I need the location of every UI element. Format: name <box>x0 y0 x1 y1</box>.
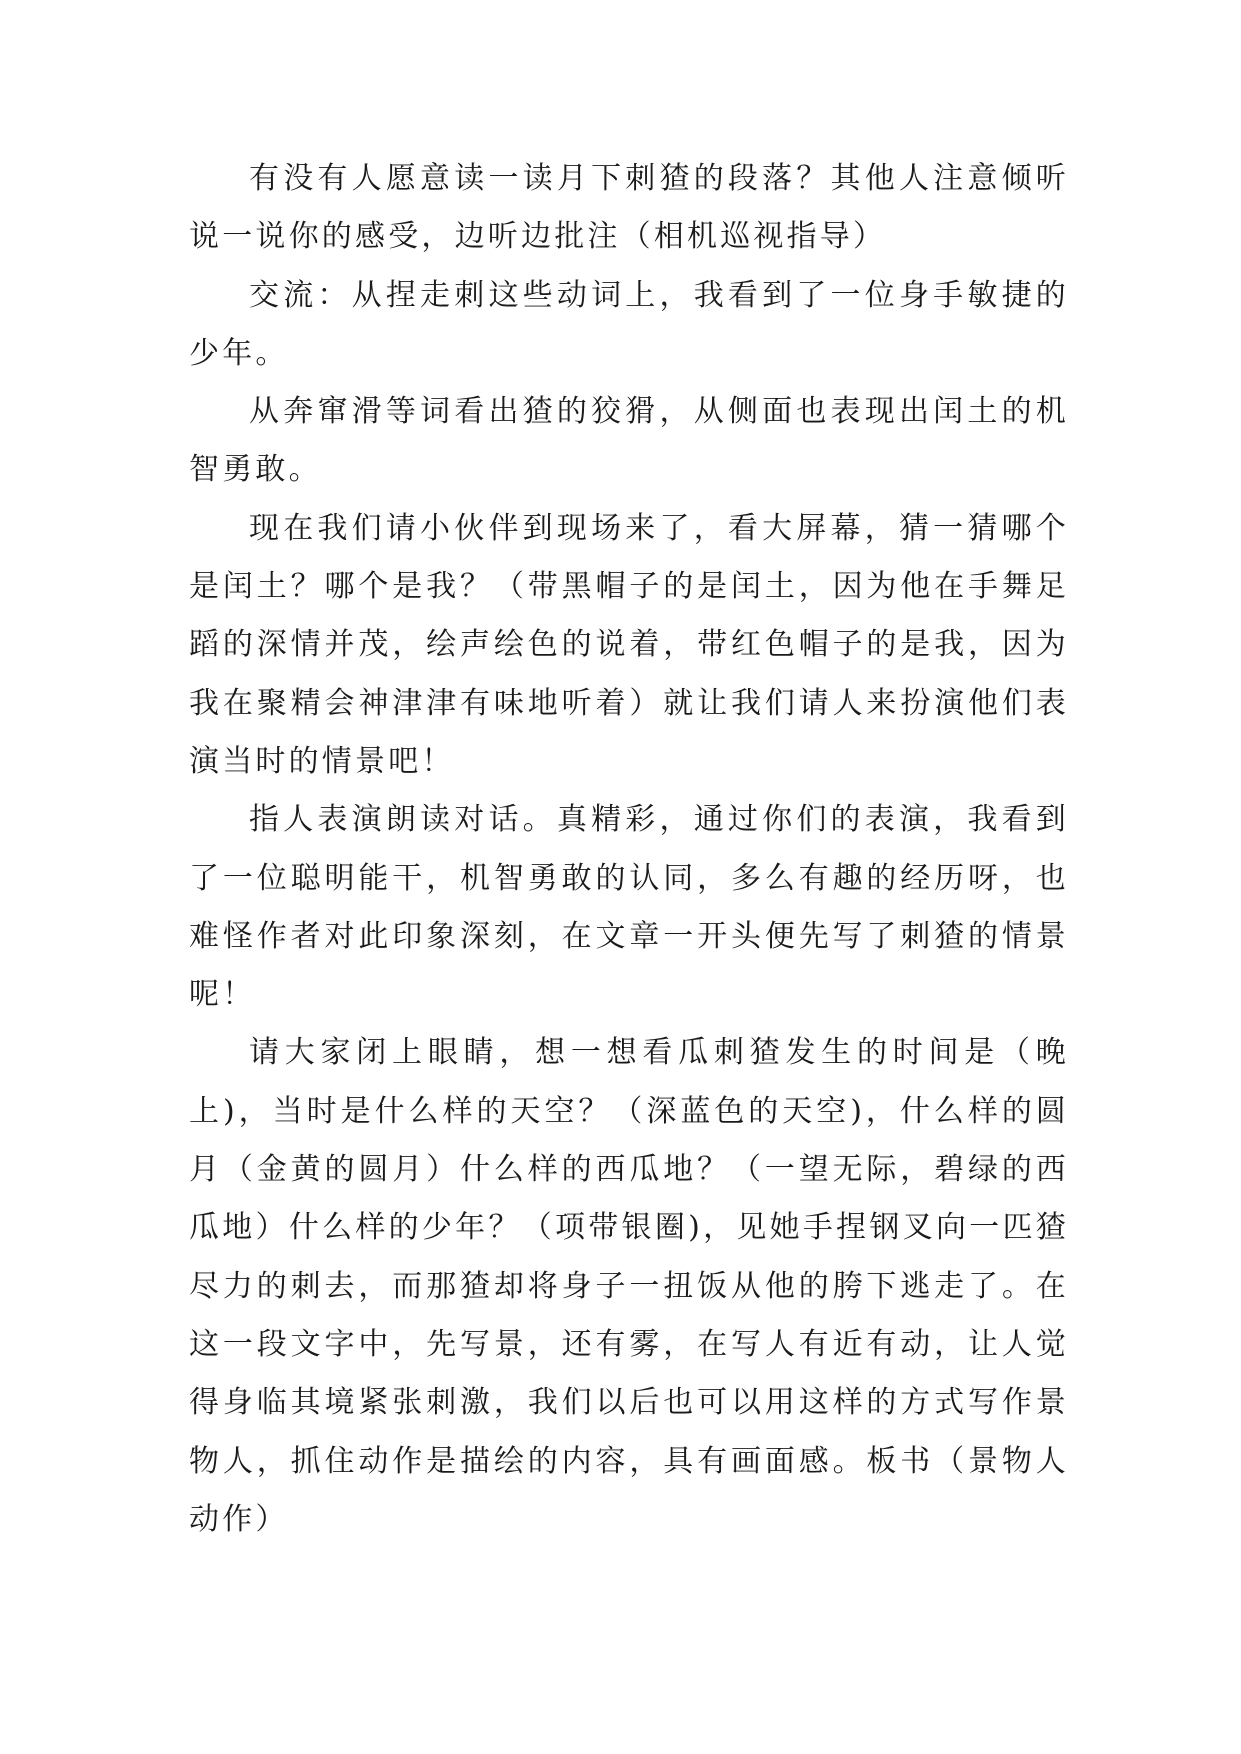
paragraph: 从奔窜滑等词看出猹的狡猾，从侧面也表现出闰土的机智勇敢。 <box>189 394 1069 488</box>
paragraph: 有没有人愿意读一读月下刺猹的段落？其他人注意倾听说一说你的感受，边听边批注（相机巡视指导） <box>189 161 1069 255</box>
document-page <box>189 150 1069 1549</box>
paragraph: 现在我们请小伙伴到现场来了，看大屏幕，猜一猜哪个是闰土？哪个是我？（带黑帽子的是闰土，因为他在手舞足蹈的深情并茂，绘声绘色的说着，带红色帽子的是我，因为我在聚精会神津津有味地听着）就让我们请人来扮演他们表演当时的情景吧！ <box>189 510 1069 779</box>
paragraph: 指人表演朗读对话。真精彩，通过你们的表演，我看到了一位聪明能干，机智勇敢的认同，多么有趣的经历呀，也难怪作者对此印象深刻，在文章一开头便先写了刺猹的情景呢！ <box>189 802 1069 1013</box>
paragraph: 交流：从捏走刺这些动词上，我看到了一位身手敏捷的少年。 <box>189 277 1069 371</box>
paragraph: 请大家闭上眼睛，想一想看瓜刺猹发生的时间是（晚上)，当时是什么样的天空？（深蓝色的天空)，什么样的圆月（金黄的圆月）什么样的西瓜地？（一望无际，碧绿的西瓜地）什么样的少年？（项带银圈)，见她手捏钢叉向一匹猹尽力的刺去，而那猹却将身子一扭饭从他的胯下逃走了。在这一段文字中，先写景，还有雾，在写人有近有动，让人觉得身临其境紧张刺激，我们以后也可以用这样的方式写作景物人，抓住动作是描绘的内容，具有画面感。板书（景物人动作） <box>189 1035 1069 1537</box>
